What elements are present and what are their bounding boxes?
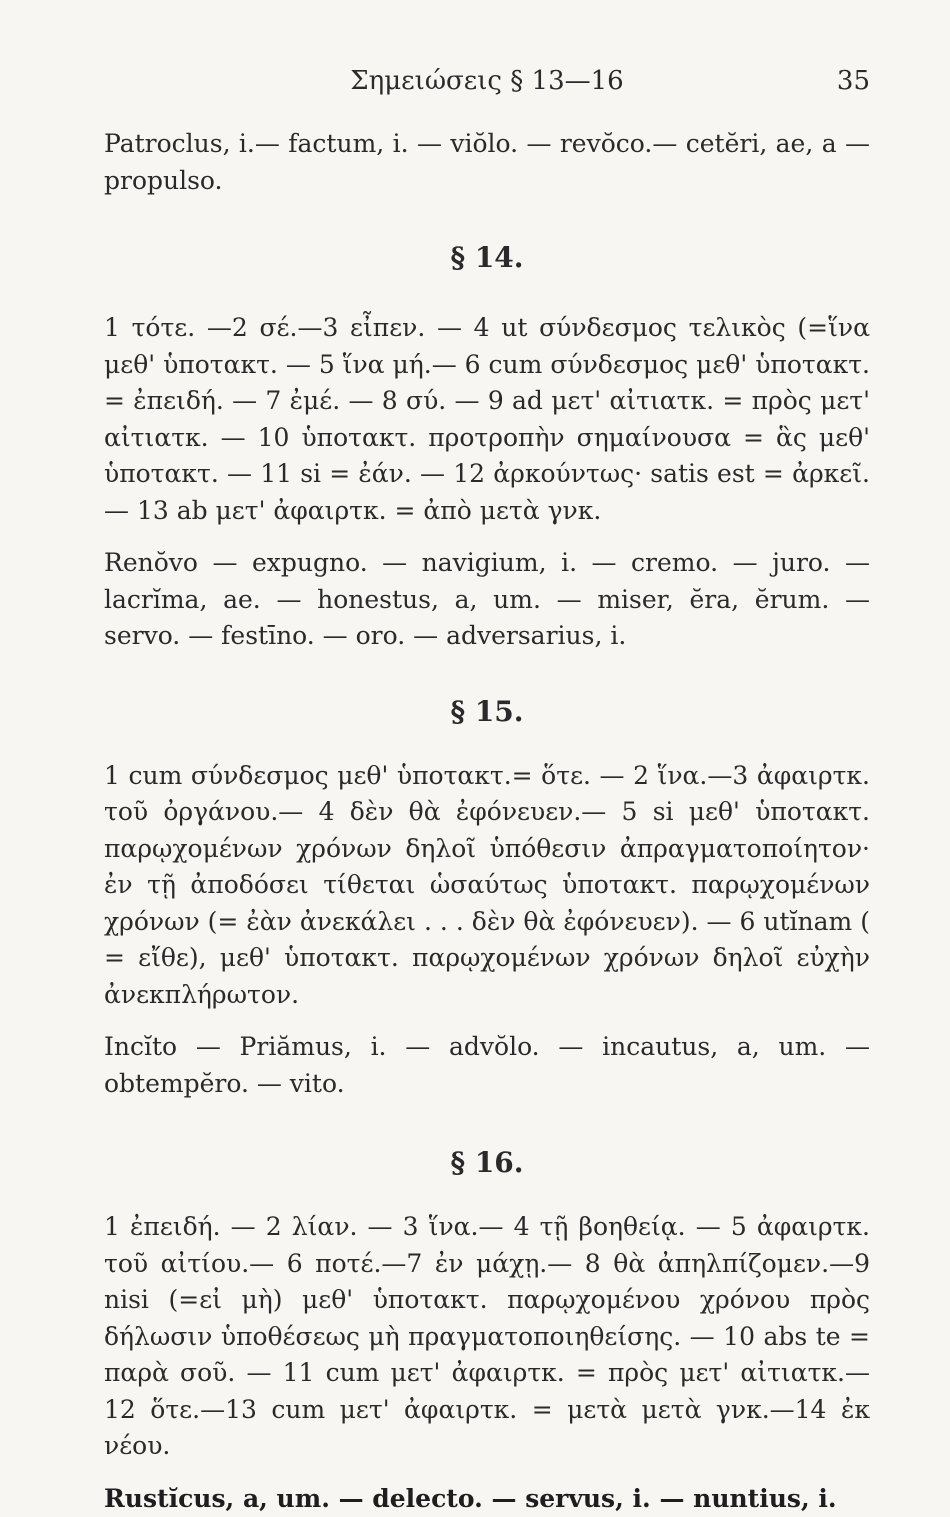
running-header bbox=[104, 66, 870, 106]
section-heading-15: § 15. bbox=[104, 695, 870, 728]
section-heading-14: § 14. bbox=[104, 241, 870, 274]
section-heading-16: § 16. bbox=[104, 1146, 870, 1179]
page-body bbox=[104, 126, 870, 1517]
running-title: Σημειώσεις § 13—16 bbox=[104, 66, 870, 96]
notes-paragraph-16: 1 ἐπειδή. — 2 λίαν. — 3 ἵνα.— 4 τῇ βοηθείᾳ. — 5 ἀφαιρτκ. τοῦ αἰτίου.— 6 ποτέ.—7 ἐν μάχῃ.— 8 θὰ ἀπηλπίζομεν.—9 nisi (=εἰ μὴ) μεθ' ὑποτακτ. παρῳχομένου χρόνου πρὸς δήλωσιν ὑποθέσεως μὴ πραγματοποιηθείσης. — 10 abs te = παρὰ σοῦ. — 11 cum μετ' ἀφαιρτκ. = πρὸς μετ' αἰτιατκ.— 12 ὅτε.—13 cum μετ' ἀφαιρτκ. = μετὰ μετὰ γνκ.—14 ἐκ νέου. bbox=[104, 1209, 870, 1465]
vocabulary-paragraph-13: Patroclus, i.— factum, i. — viŏlo. — revŏco.— cetĕri, ae, a — propulso. bbox=[104, 126, 870, 199]
page-number: 35 bbox=[837, 66, 870, 96]
notes-paragraph-14: 1 τότε. —2 σέ.—3 εἶπεν. — 4 ut σύνδεσμος τελικὸς (=ἵνα μεθ' ὑποτακτ. — 5 ἵνα μή.— 6 cum σύνδεσμος μεθ' ὑποτακτ. = ἐπειδή. — 7 ἐμέ. — 8 σύ. — 9 ad μετ' αἰτιατκ. = πρὸς μετ' αἰτιατκ. — 10 ὑποτακτ. προτροπὴν σημαίνουσα = ἃς μεθ' ὑποτακτ. — 11 si = ἐάν. — 12 ἀρκούντως· satis est = ἀρκεῖ.— 13 ab μετ' ἀφαιρτκ. = ἀπὸ μετὰ γνκ. bbox=[104, 310, 870, 529]
vocabulary-paragraph-14: Renŏvo — expugno. — navigium, i. — cremo. — juro. — lacrĭma, ae. — honestus, a, um. — miser, ĕra, ĕrum. — servo. — festīno. — oro. — adversarius, i. bbox=[104, 545, 870, 655]
notes-paragraph-15: 1 cum σύνδεσμος μεθ' ὑποτακτ.= ὅτε. — 2 ἵνα.—3 ἀφαιρτκ. τοῦ ὀργάνου.— 4 δὲν θὰ ἐφόνευεν.— 5 si μεθ' ὑποτακτ. παρῳχομένων χρόνων δηλοῖ ὑπόθεσιν ἀπραγματοποίητον· ἐν τῇ ἀποδόσει τίθεται ὡσαύτως ὑποτακτ. παρῳχομένων χρόνων (= ἐὰν ἀνεκάλει . . . δὲν θὰ ἐφόνευεν). — 6 utĭnam ( = εἴθε), μεθ' ὑποτακτ. παρῳχομένων χρόνων δηλοῖ εὐχὴν ἀνεκπλήρωτον. bbox=[104, 758, 870, 1014]
vocabulary-paragraph-15: Incĭto — Priămus, i. — advŏlo. — incautus, a, um. — obtempĕro. — vito. bbox=[104, 1029, 870, 1102]
vocabulary-paragraph-16: Rustĭcus, a, um. — delecto. — servus, i. — nuntius, i. bbox=[104, 1481, 870, 1517]
